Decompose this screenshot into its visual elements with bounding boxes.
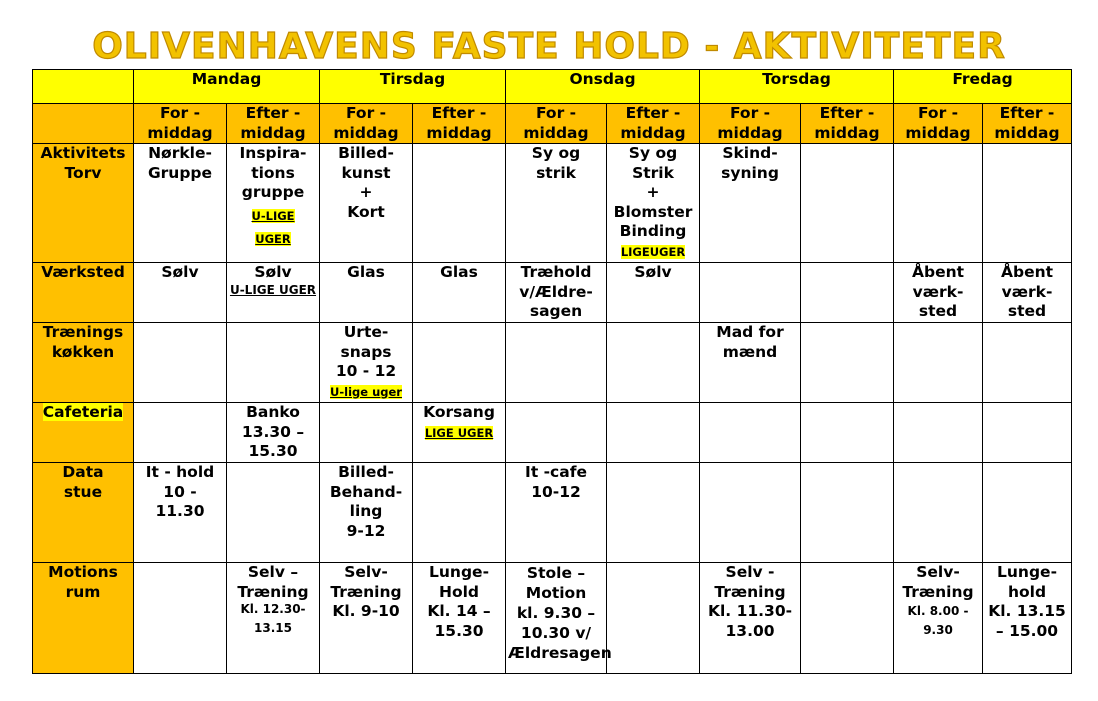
cell-mon-fm: [134, 403, 227, 463]
cell-thu-fm: [700, 263, 801, 323]
cell-tue-em: Korsang LIGE UGER: [413, 403, 506, 463]
cell-tue-fm: Billed- kunst + Kort: [320, 144, 413, 263]
cell-tue-em: [413, 323, 506, 403]
row-label-motionsrum: Motions rum: [33, 563, 134, 674]
cell-mon-em: Selv – Træning Kl. 12.30- 13.15: [227, 563, 320, 674]
cell-thu-em: [801, 563, 894, 674]
day-torsdag: Torsdag: [700, 70, 894, 104]
cell-wed-fm: It -cafe 10-12: [506, 463, 607, 563]
period-formiddag: For - middag: [506, 104, 607, 144]
cell-fri-fm: [894, 144, 983, 263]
week-tag: LIGEUGER: [620, 244, 686, 259]
row-label-vaerksted: Værksted: [33, 263, 134, 323]
cell-thu-fm: Mad for mænd: [700, 323, 801, 403]
cell-fri-fm: [894, 463, 983, 563]
cell-thu-em: [801, 144, 894, 263]
cell-tue-em: Glas: [413, 263, 506, 323]
cell-mon-fm: [134, 323, 227, 403]
day-tirsdag: Tirsdag: [320, 70, 506, 104]
cell-thu-em: [801, 463, 894, 563]
row-vaerksted: [33, 263, 1072, 323]
week-tag: LIGE UGER: [424, 425, 494, 440]
cell-wed-em: Sy og Strik + Blomster Binding LIGEUGER: [607, 144, 700, 263]
period-formiddag: For - middag: [894, 104, 983, 144]
row-label-data-stue: Data stue: [33, 463, 134, 563]
cell-thu-fm: [700, 463, 801, 563]
cell-fri-fm: Åbent værk- sted: [894, 263, 983, 323]
day-mandag: Mandag: [134, 70, 320, 104]
cell-thu-em: [801, 263, 894, 323]
period-eftermiddag: Efter - middag: [983, 104, 1072, 144]
cell-wed-fm: Træhold v/Ældre- sagen: [506, 263, 607, 323]
cell-mon-em: Banko 13.30 – 15.30: [227, 403, 320, 463]
cell-fri-em: [983, 403, 1072, 463]
period-eftermiddag: Efter - middag: [227, 104, 320, 144]
cell-tue-fm: Urte- snaps 10 - 12 U-lige uger: [320, 323, 413, 403]
cell-tue-em: [413, 463, 506, 563]
row-motionsrum: [33, 563, 1072, 674]
cell-fri-fm: [894, 403, 983, 463]
day-fredag: Fredag: [894, 70, 1072, 104]
week-tag: U-LIGE: [251, 208, 295, 223]
cell-fri-em: [983, 323, 1072, 403]
cell-tue-fm: Selv- Træning Kl. 9-10: [320, 563, 413, 674]
period-formiddag: For - middag: [700, 104, 801, 144]
day-header-row: [33, 70, 1072, 104]
cell-wed-em: [607, 403, 700, 463]
day-onsdag: Onsdag: [506, 70, 700, 104]
cell-fri-em: Lunge- hold Kl. 13.15 – 15.00: [983, 563, 1072, 674]
week-tag: U-lige uger: [330, 384, 402, 399]
row-label-aktivitets-torv: Aktivitets Torv: [33, 144, 134, 263]
row-label-cafeteria: Cafeteria: [33, 403, 134, 463]
cell-thu-fm: Skind- syning: [700, 144, 801, 263]
cell-fri-fm: Selv- Træning Kl. 8.00 - 9.30: [894, 563, 983, 674]
row-cafeteria: [33, 403, 1072, 463]
cell-wed-em: [607, 463, 700, 563]
cell-wed-em: [607, 563, 700, 674]
row-traeningskoekken: [33, 323, 1072, 403]
schedule-table: [32, 69, 1072, 674]
period-formiddag: For - middag: [134, 104, 227, 144]
cell-thu-em: [801, 323, 894, 403]
page-title: OLIVENHAVENS FASTE HOLD - AKTIVITETER: [92, 26, 1006, 67]
cell-wed-fm: Stole – Motion kl. 9.30 – 10.30 v/ Ældresagen: [506, 563, 607, 674]
cell-wed-fm: [506, 323, 607, 403]
cell-fri-fm: [894, 323, 983, 403]
corner-cell: [33, 70, 134, 104]
cell-wed-fm: [506, 403, 607, 463]
cell-thu-fm: [700, 403, 801, 463]
cell-mon-em: [227, 463, 320, 563]
cell-mon-fm: [134, 563, 227, 674]
cell-fri-em: [983, 463, 1072, 563]
period-eftermiddag: Efter - middag: [607, 104, 700, 144]
period-header-row: [33, 104, 1072, 144]
period-formiddag: For - middag: [320, 104, 413, 144]
cell-mon-em: Inspira- tions gruppe U-LIGE UGER: [227, 144, 320, 263]
row-aktivitets-torv: [33, 144, 1072, 263]
period-eftermiddag: Efter - middag: [413, 104, 506, 144]
cell-tue-em: [413, 144, 506, 263]
period-eftermiddag: Efter - middag: [801, 104, 894, 144]
cell-mon-fm: It - hold 10 - 11.30: [134, 463, 227, 563]
cell-wed-em: [607, 323, 700, 403]
corner-cell-2: [33, 104, 134, 144]
cell-thu-fm: Selv - Træning Kl. 11.30- 13.00: [700, 563, 801, 674]
cell-fri-em: Åbent værk- sted: [983, 263, 1072, 323]
week-tag: U-LIGE UGER: [229, 282, 317, 297]
cell-mon-em: [227, 323, 320, 403]
cell-wed-fm: Sy og strik: [506, 144, 607, 263]
cell-mon-fm: Nørkle- Gruppe: [134, 144, 227, 263]
cell-mon-fm: Sølv: [134, 263, 227, 323]
cell-fri-em: [983, 144, 1072, 263]
cell-mon-em: Sølv U-LIGE UGER: [227, 263, 320, 323]
week-tag: UGER: [255, 232, 291, 246]
cell-wed-em: Sølv: [607, 263, 700, 323]
row-data-stue: [33, 463, 1072, 563]
cell-tue-em: Lunge- Hold Kl. 14 – 15.30: [413, 563, 506, 674]
cell-tue-fm: Billed- Behand- ling 9-12: [320, 463, 413, 563]
cell-thu-em: [801, 403, 894, 463]
cell-tue-fm: Glas: [320, 263, 413, 323]
cell-tue-fm: [320, 403, 413, 463]
row-label-traeningskoekken: Trænings køkken: [33, 323, 134, 403]
